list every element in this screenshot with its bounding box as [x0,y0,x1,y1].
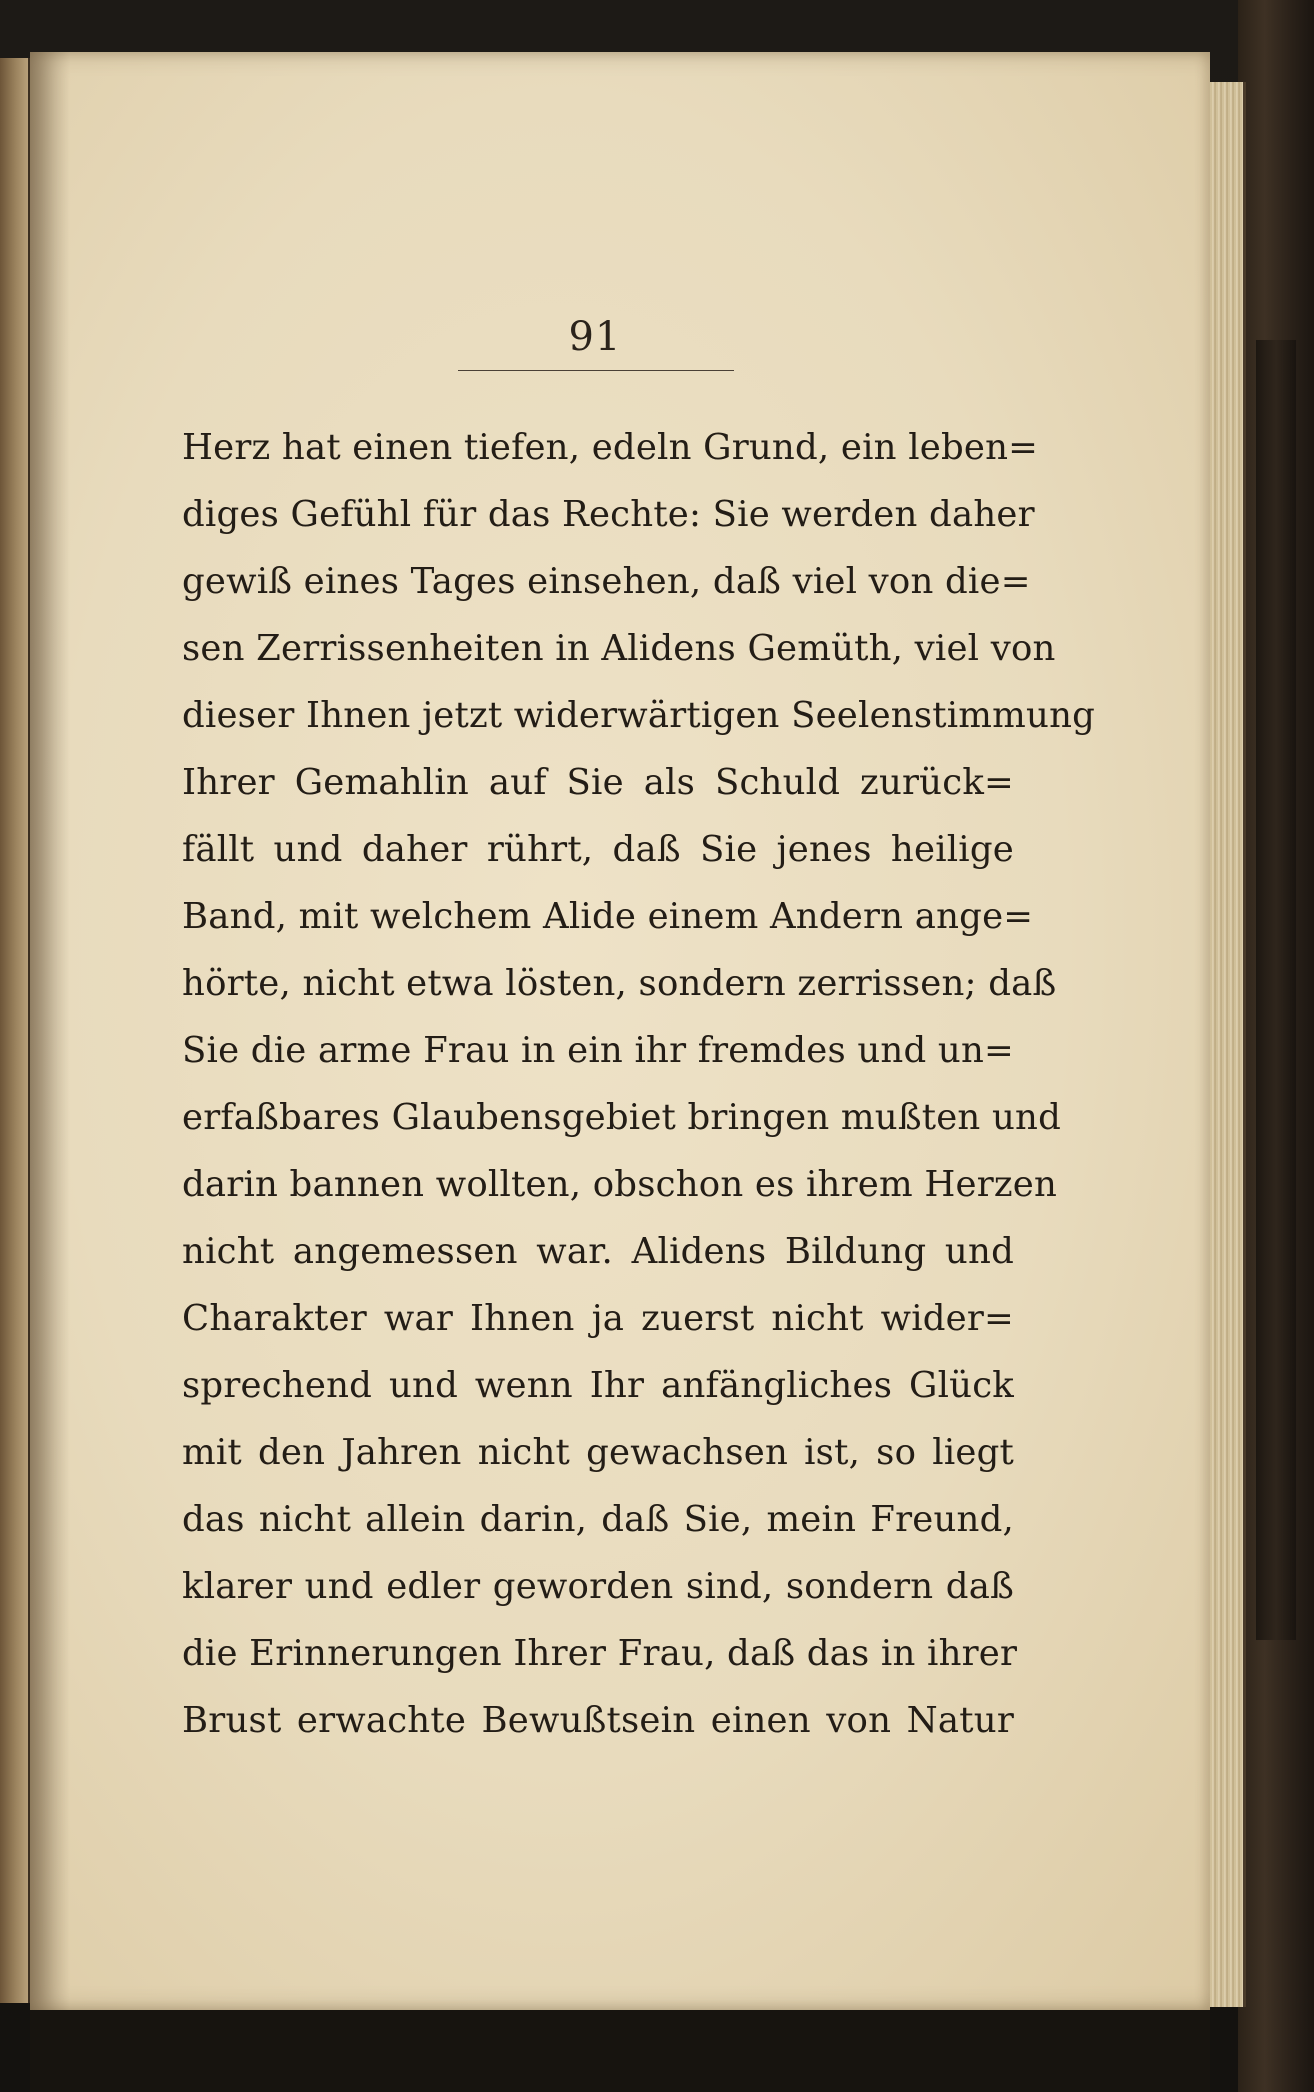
book-page [30,52,1210,2010]
text-line: die Erinnerungen Ihrer Frau, daß das in ihrer [182,1633,1018,1674]
text-line: diges Gefühl für das Rechte: Sie werden daher [182,494,1035,535]
text-line: darin bannen wollten, obschon es ihrem Herzen [182,1164,1058,1205]
scan-bottom-edge [30,2010,1210,2092]
text-line: Band, mit welchem Alide einem Andern ange= [182,896,1034,937]
text-line: nicht angemessen war. Alidens Bildung und [182,1231,1014,1272]
body-text [182,414,1096,1754]
text-line: fällt und daher rührt, daß Sie jenes heilige [182,829,1014,870]
header-rule [458,370,734,371]
book-cover-edge [1238,0,1314,2092]
text-line: gewiß eines Tages einsehen, daß viel von die= [182,561,1031,602]
text-line: hörte, nicht etwa lösten, sondern zerrissen; daß [182,963,1057,1004]
text-line: Herz hat einen tiefen, edeln Grund, ein leben= [182,427,1039,468]
page-number: 91 [568,314,622,360]
text-line: Sie die arme Frau in ein ihr fremdes und un= [182,1030,1014,1071]
page-stack-edge [1205,82,1246,2007]
gutter-shadow [30,52,70,2010]
text-line: dieser Ihnen jetzt widerwärtigen Seelenstimmung [182,695,1096,736]
text-line: das nicht allein darin, daß Sie, mein Freund, [182,1499,1014,1540]
text-line: Charakter war Ihnen ja zuerst nicht wider= [182,1298,1014,1339]
text-line: Ihrer Gemahlin auf Sie als Schuld zurück= [182,762,1014,803]
text-line: erfaßbares Glaubensgebiet bringen mußten und [182,1097,1062,1138]
text-line: klarer und edler geworden sind, sondern daß [182,1566,1014,1607]
text-line: Brust erwachte Bewußtsein einen von Natur [182,1700,1014,1741]
text-line: mit den Jahren nicht gewachsen ist, so liegt [182,1432,1014,1473]
text-line: sprechend und wenn Ihr anfängliches Glück [182,1365,1014,1406]
text-line: sen Zerrissenheiten in Alidens Gemüth, viel von [182,628,1056,669]
adjacent-page-edge [0,58,30,2003]
